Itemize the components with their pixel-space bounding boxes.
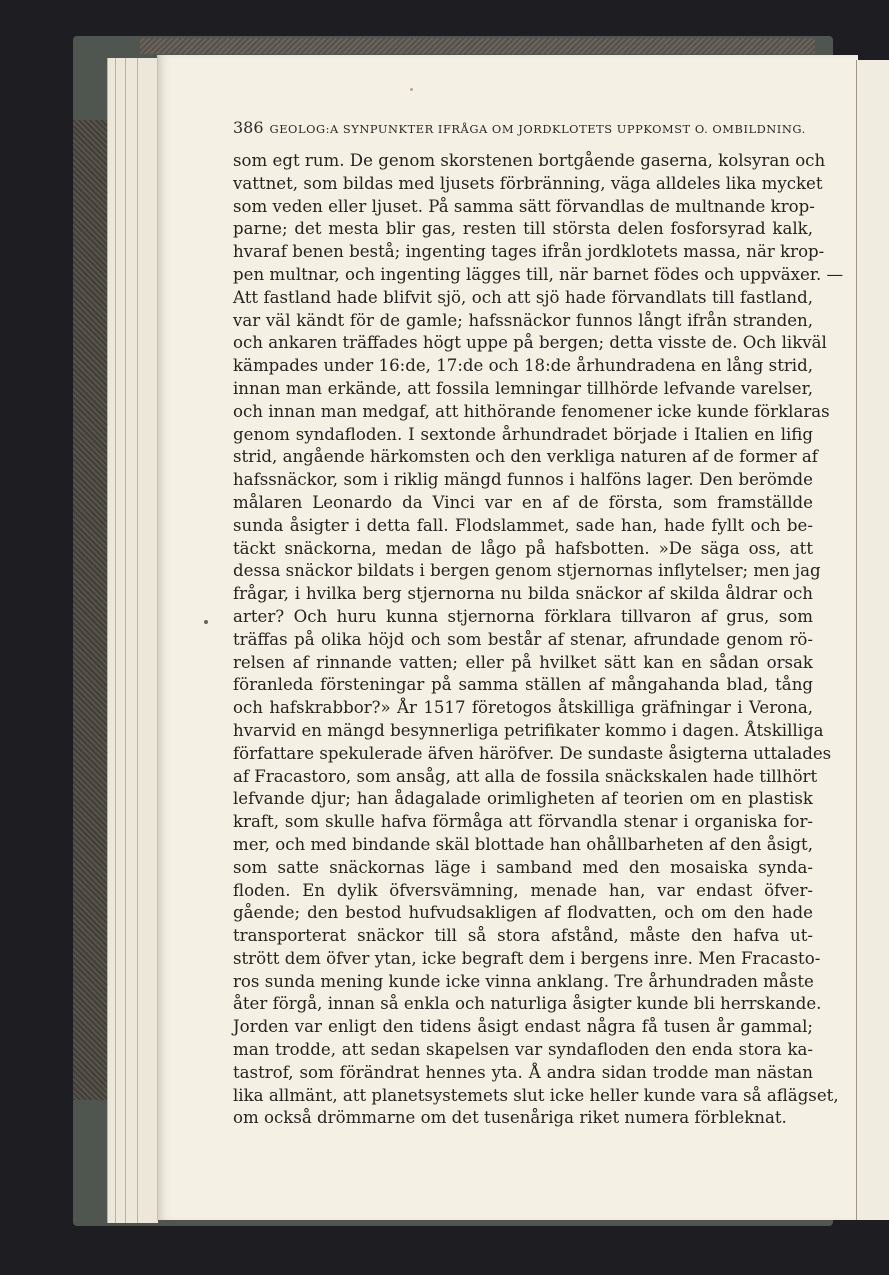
text-line: täckt snäckorna, medan de lågo på hafsbotten. »De säga oss, att [233,538,813,558]
text-line: träffas på olika höjd och som består af stenar, afrundade genom rö- [233,629,813,649]
text-line: transporterat snäckor till så stora afstånd, måste den hafva ut- [233,926,813,946]
text-line: som veden eller ljuset. På samma sätt förvandlas de multnande krop- [233,196,815,216]
text-line: ros sunda mening kunde icke vinna anklang. Tre århundraden måste [233,971,814,991]
text-line: lefvande djur; han ådagalade orimligheten af teorien om en plastisk [233,789,813,809]
text-line: frågar, i hvilka berg stjernorna nu bilda snäckor af skilda åldrar och [233,584,813,604]
text-line: lika allmänt, att planetsystemets slut icke heller kunde vara så aflägset, [233,1085,839,1105]
text-line: hvarvid en mängd besynnerliga petrifikater kommo i dagen. Åtskilliga [233,720,824,740]
text-line: pen multnar, och ingenting lägges till, när barnet födes och uppväxer. — [233,264,844,284]
text-line: strött dem öfver ytan, icke begraft dem i bergens inre. Men Fracasto- [233,948,821,968]
text-line: af Fracastoro, som ansåg, att alla de fossila snäckskalen hade tillhört [233,766,818,786]
facing-page-edge [856,60,889,1220]
text-line: sunda åsigter i detta fall. Flodslammet, sade han, hade fyllt och be- [233,515,813,535]
text-line: relsen af rinnande vatten; eller på hvilket sätt kan en sådan orsak [233,652,813,672]
text-line: hvaraf benen bestå; ingenting tages ifrån jordklotets massa, när krop- [233,242,825,262]
text-line: mer, och med bindande skäl blottade han ohållbarheten af den åsigt, [233,834,813,854]
paper-speck [410,88,413,91]
running-head: GEOLOG:A SYNPUNKTER IFRÅGA OM JORDKLOTETS UPPKOMST O. OMBILDNING. [269,122,806,136]
text-line: parne; det mesta blir gas, resten till största delen fosforsyrad kalk, [233,219,813,239]
text-line: var väl kändt för de gamle; hafssnäckor funnos långt ifrån stranden, [233,310,813,330]
text-line: hafssnäckor, som i riklig mängd funnos i halföns lager. Den berömde [233,470,813,490]
page-number: 386 [233,118,264,137]
text-line: Att fastland hade blifvit sjö, och att sjö hade förvandlats till fastland, [233,287,813,307]
text-line: Jorden var enligt den tidens åsigt endast några få tusen år gammal; [233,1017,813,1037]
text-line: målaren Leonardo da Vinci var en af de första, som framställde [233,492,813,512]
text-line: genom syndafloden. I sextonde århundradet började i Italien en lifig [233,424,813,444]
text-line: innan man erkände, att fossila lemningar tillhörde lefvande varelser, [233,378,813,398]
text-line: åter förgå, innan så enkla och naturliga åsigter kunde bli herrskande. [233,994,822,1014]
text-line: författare spekulerade äfven häröfver. De sundaste åsigterna uttalades [233,743,832,763]
text-line: kraft, som skulle hafva förmåga att förvandla stenar i organiska for- [233,812,813,832]
text-line: dessa snäckor bildats i bergen genom stjernornas inflytelser; men jag [233,561,821,581]
text-line: gående; den bestod hufvudsakligen af flodvatten, och om den hade [233,903,813,923]
text-line: som egt rum. De genom skorstenen bortgående gaserna, kolsyran och [233,151,826,170]
text-line: föranleda försteningar på samma ställen af mångahanda blad, tång [233,675,813,695]
body-text [233,150,844,1130]
cover-top-edge [140,38,815,54]
text-line: tastrof, som förändrat hennes yta. Å andra sidan trodde man nästan [233,1062,813,1082]
margin-mark [204,620,208,624]
text-line: kämpades under 16:de, 17:de och 18:de århundradena en lång strid, [233,356,813,376]
page-stack-edge [137,58,158,1223]
page-header [233,118,813,137]
cover-spine [73,120,107,1100]
text-line: arter? Och huru kunna stjernorna förklara tillvaron af grus, som [233,606,813,626]
text-line: och innan man medgaf, att hithörande fenomener icke kunde förklaras [233,401,830,421]
text-line: strid, angående härkomsten och den verkliga naturen af de former af [233,447,818,467]
text-line: och hafskrabbor?» År 1517 företogos åtskilliga gräfningar i Verona, [233,698,813,718]
text-line: som satte snäckornas läge i samband med den mosaiska synda- [233,857,813,877]
text-line: om också drömmarne om det tusenåriga riket numera förbleknat. [233,1108,787,1128]
text-line: floden. En dylik öfversvämning, menade han, var endast öfver- [233,880,813,900]
text-line: man trodde, att sedan skapelsen var syndafloden den enda stora ka- [233,1040,813,1060]
text-line: och ankaren träffades högt uppe på bergen; detta visste de. Och likväl [233,333,827,353]
text-line: vattnet, som bildas med ljusets förbränning, väga alldeles lika mycket [233,173,823,193]
